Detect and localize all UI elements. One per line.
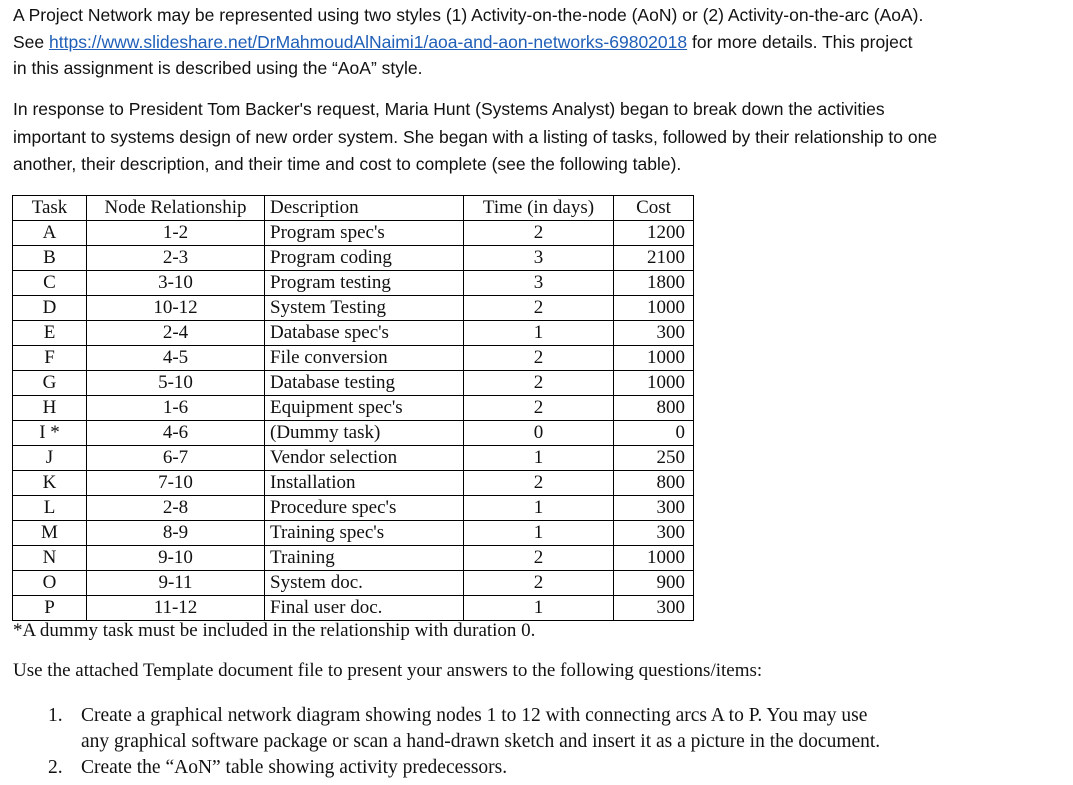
cell-relationship: 2-4 bbox=[87, 321, 265, 346]
cell-task: K bbox=[13, 471, 87, 496]
list-item-line: Create a graphical network diagram showing nodes 1 to 12 with connecting arcs A to P. You may use bbox=[81, 705, 868, 726]
cell-time: 1 bbox=[464, 321, 614, 346]
intro-line-2 bbox=[13, 29, 1063, 56]
context-paragraph bbox=[13, 96, 1063, 179]
dummy-task-footnote: *A dummy task must be included in the relationship with duration 0. bbox=[13, 620, 536, 641]
cell-time: 2 bbox=[464, 471, 614, 496]
cell-task: O bbox=[13, 571, 87, 596]
cell-relationship: 1-2 bbox=[87, 221, 265, 246]
cell-time: 1 bbox=[464, 446, 614, 471]
cell-time: 1 bbox=[464, 521, 614, 546]
cell-relationship: 5-10 bbox=[87, 371, 265, 396]
cell-relationship: 4-5 bbox=[87, 346, 265, 371]
list-item-number: 2. bbox=[48, 757, 63, 778]
table-row bbox=[13, 596, 694, 621]
header-cost: Cost bbox=[614, 196, 694, 221]
cell-relationship: 4-6 bbox=[87, 421, 265, 446]
cell-relationship: 1-6 bbox=[87, 396, 265, 421]
intro-line-2-prefix: See bbox=[13, 31, 49, 52]
cell-time: 2 bbox=[464, 221, 614, 246]
cell-cost: 300 bbox=[614, 321, 694, 346]
context-line-1: In response to President Tom Backer's request, Maria Hunt (Systems Analyst) began to break down the activities bbox=[13, 99, 885, 119]
table-body bbox=[13, 221, 694, 621]
cell-relationship: 7-10 bbox=[87, 471, 265, 496]
cell-description: System doc. bbox=[265, 571, 464, 596]
cell-cost: 0 bbox=[614, 421, 694, 446]
cell-description: Program testing bbox=[265, 271, 464, 296]
cell-description: Installation bbox=[265, 471, 464, 496]
table-header-row bbox=[13, 196, 694, 221]
cell-description: Program spec's bbox=[265, 221, 464, 246]
context-line-2: important to systems design of new order system. She began with a listing of tasks, followed by their relationship to one bbox=[13, 126, 938, 147]
cell-task: N bbox=[13, 546, 87, 571]
table-row bbox=[13, 271, 694, 296]
cell-time: 1 bbox=[464, 496, 614, 521]
cell-time: 3 bbox=[464, 246, 614, 271]
task-table bbox=[12, 195, 694, 621]
cell-cost: 900 bbox=[614, 571, 694, 596]
list-item-line: Create the “AoN” table showing activity predecessors. bbox=[81, 757, 508, 778]
table-row bbox=[13, 571, 694, 596]
cell-cost: 250 bbox=[614, 446, 694, 471]
cell-description: Training spec's bbox=[265, 521, 464, 546]
cell-cost: 1000 bbox=[614, 346, 694, 371]
list-item-number: 1. bbox=[48, 705, 63, 726]
cell-description: Database testing bbox=[265, 371, 464, 396]
cell-task: E bbox=[13, 321, 87, 346]
cell-task: F bbox=[13, 346, 87, 371]
cell-time: 1 bbox=[464, 596, 614, 621]
table-row bbox=[13, 446, 694, 471]
cell-time: 2 bbox=[464, 371, 614, 396]
table-row bbox=[13, 321, 694, 346]
table-row bbox=[13, 346, 694, 371]
cell-relationship: 9-11 bbox=[87, 571, 265, 596]
table-row bbox=[13, 221, 694, 246]
cell-relationship: 3-10 bbox=[87, 271, 265, 296]
cell-task: A bbox=[13, 221, 87, 246]
table-row bbox=[13, 471, 694, 496]
cell-description: Procedure spec's bbox=[265, 496, 464, 521]
cell-cost: 1800 bbox=[614, 271, 694, 296]
cell-time: 2 bbox=[464, 346, 614, 371]
cell-description: System Testing bbox=[265, 296, 464, 321]
table-row bbox=[13, 246, 694, 271]
cell-time: 2 bbox=[464, 296, 614, 321]
cell-description: Database spec's bbox=[265, 321, 464, 346]
cell-cost: 1000 bbox=[614, 371, 694, 396]
cell-task: J bbox=[13, 446, 87, 471]
cell-time: 2 bbox=[464, 396, 614, 421]
list-item bbox=[48, 755, 880, 781]
cell-task: B bbox=[13, 246, 87, 271]
header-time: Time (in days) bbox=[464, 196, 614, 221]
cell-task: I * bbox=[13, 421, 87, 446]
list-item bbox=[48, 703, 880, 755]
cell-cost: 800 bbox=[614, 396, 694, 421]
cell-task: P bbox=[13, 596, 87, 621]
cell-description: Final user doc. bbox=[265, 596, 464, 621]
cell-time: 3 bbox=[464, 271, 614, 296]
cell-task: L bbox=[13, 496, 87, 521]
cell-cost: 1000 bbox=[614, 296, 694, 321]
table-row bbox=[13, 421, 694, 446]
intro-paragraph bbox=[13, 2, 1063, 82]
cell-time: 0 bbox=[464, 421, 614, 446]
cell-cost: 2100 bbox=[614, 246, 694, 271]
list-item-line: any graphical software package or scan a hand-drawn sketch and insert it as a picture in the document. bbox=[81, 731, 881, 752]
cell-description: Program coding bbox=[265, 246, 464, 271]
cell-relationship: 9-10 bbox=[87, 546, 265, 571]
cell-relationship: 10-12 bbox=[87, 296, 265, 321]
questions-list bbox=[48, 703, 880, 781]
cell-cost: 800 bbox=[614, 471, 694, 496]
cell-relationship: 6-7 bbox=[87, 446, 265, 471]
header-relationship: Node Relationship bbox=[87, 196, 265, 221]
slideshare-link[interactable]: https://www.slideshare.net/DrMahmoudAlNaimi1/aoa-and-aon-networks-69802018 bbox=[49, 31, 688, 52]
cell-relationship: 2-8 bbox=[87, 496, 265, 521]
cell-task: D bbox=[13, 296, 87, 321]
cell-task: M bbox=[13, 521, 87, 546]
cell-time: 2 bbox=[464, 546, 614, 571]
table-row bbox=[13, 296, 694, 321]
table-row bbox=[13, 396, 694, 421]
instructions-text: Use the attached Template document file to present your answers to the following questions/items: bbox=[13, 660, 763, 681]
cell-task: C bbox=[13, 271, 87, 296]
cell-description: File conversion bbox=[265, 346, 464, 371]
header-description: Description bbox=[265, 196, 464, 221]
cell-task: G bbox=[13, 371, 87, 396]
cell-cost: 1000 bbox=[614, 546, 694, 571]
cell-task: H bbox=[13, 396, 87, 421]
header-task: Task bbox=[13, 196, 87, 221]
cell-cost: 300 bbox=[614, 496, 694, 521]
intro-line-3: in this assignment is described using the “AoA” style. bbox=[13, 58, 423, 78]
cell-description: Training bbox=[265, 546, 464, 571]
context-line-3: another, their description, and their time and cost to complete (see the following table). bbox=[13, 154, 682, 174]
cell-relationship: 2-3 bbox=[87, 246, 265, 271]
cell-description: Vendor selection bbox=[265, 446, 464, 471]
intro-line-1: A Project Network may be represented using two styles (1) Activity-on-the-node (AoN) or (2) Activity-on-the-arc (AoA). bbox=[13, 5, 924, 25]
table-row bbox=[13, 496, 694, 521]
cell-time: 2 bbox=[464, 571, 614, 596]
table-row bbox=[13, 371, 694, 396]
cell-relationship: 8-9 bbox=[87, 521, 265, 546]
cell-description: Equipment spec's bbox=[265, 396, 464, 421]
cell-cost: 300 bbox=[614, 596, 694, 621]
intro-line-2-suffix: for more details. This project bbox=[687, 31, 913, 52]
table-row bbox=[13, 521, 694, 546]
cell-description: (Dummy task) bbox=[265, 421, 464, 446]
cell-relationship: 11-12 bbox=[87, 596, 265, 621]
table-row bbox=[13, 546, 694, 571]
cell-cost: 300 bbox=[614, 521, 694, 546]
cell-cost: 1200 bbox=[614, 221, 694, 246]
